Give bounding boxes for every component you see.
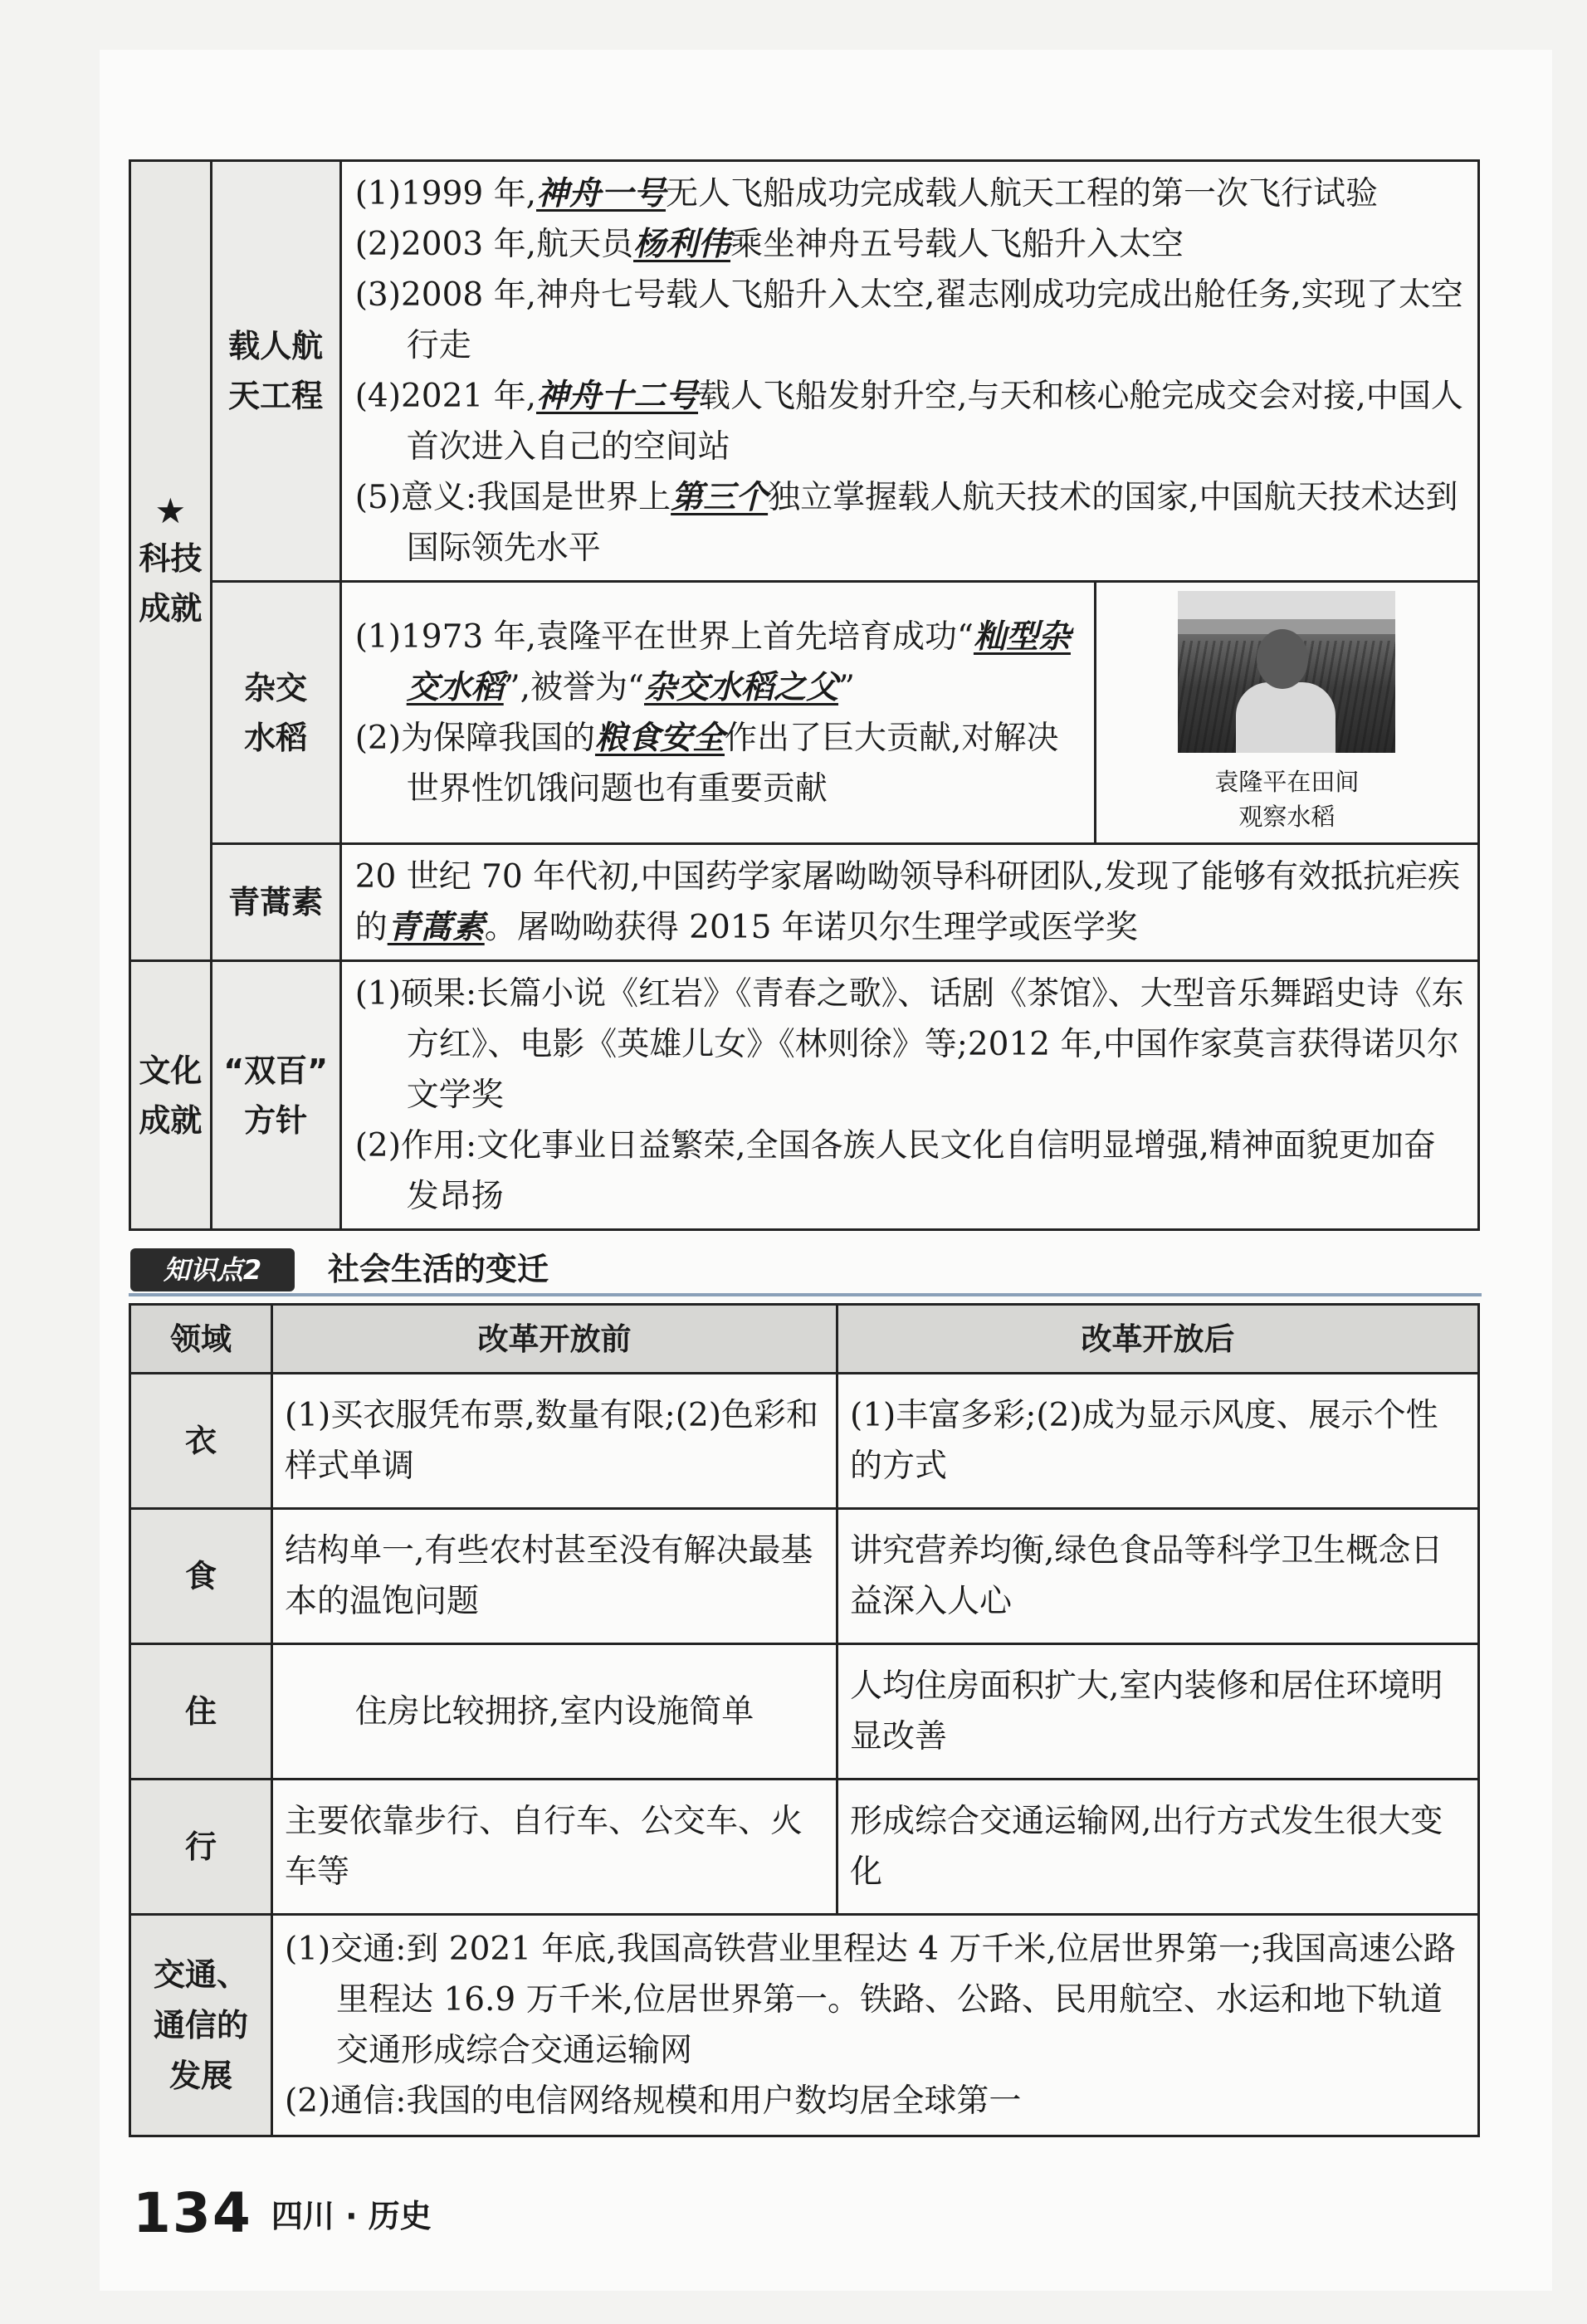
row-before: 住房比较拥挤,室内设施简单 — [272, 1644, 837, 1780]
artemisinin-content: 20 世纪 70 年代初,中国药学家屠呦呦领导科研团队,发现了能够有效抵抗疟疾的青蒿素。屠呦呦获得 2015 年诺贝尔生理学或医学奖 — [340, 844, 1478, 961]
keyword: 神舟一号 — [536, 174, 667, 212]
label-double-hundred-line2: 方针 — [244, 1101, 308, 1139]
knowledge-point-header — [129, 1245, 1482, 1295]
transport-item-1: (1)交通:到 2021 年底,我国高铁营业里程达 4 万千米,位居世界第一;我国高速公路里程达 16.9 万千米,位居世界第一。铁路、公路、民用航空、水运和地下轨道交通形成综合交通运输网 — [285, 1931, 1456, 2069]
achievements-table — [129, 159, 1480, 1231]
row-after: 讲究营养均衡,绿色食品等科学卫生概念日益深入人心 — [837, 1509, 1479, 1644]
row-before: 主要依靠步行、自行车、公交车、火车等 — [272, 1780, 837, 1915]
label-space-line2: 天工程 — [228, 378, 324, 414]
category-tech-line2: 成就 — [139, 589, 203, 627]
space-content — [340, 161, 1478, 582]
row-before: (1)买衣服凭布票,数量有限;(2)色彩和样式单调 — [272, 1374, 837, 1509]
header-rule — [129, 1293, 1482, 1296]
label-double-hundred-line1: “双百” — [223, 1052, 329, 1089]
transport-domain-line3: 发展 — [168, 2057, 232, 2094]
culture-item-1: (1)硕果:长篇小说《红岩》《青春之歌》、话剧《茶馆》、大型音乐舞蹈史诗《东方红》、电影《英雄儿女》《林则徐》等;2012 年,中国作家莫言获得诺贝尔文学奖 — [354, 975, 1464, 1114]
label-rice-line1: 杂交 — [244, 669, 308, 706]
table-row — [130, 1509, 1479, 1644]
transport-domain-line2: 通信的 — [153, 2006, 248, 2043]
page-label: 四川 · 历史 — [271, 2198, 432, 2234]
label-double-hundred — [211, 961, 340, 1230]
transport-item-2: (2)通信:我国的电信网络规模和用户数均居全球第一 — [285, 2082, 1022, 2120]
label-rice — [211, 582, 340, 844]
space-item-4: (4)2021 年,神舟十二号载人飞船发射升空,与天和核心舱完成交会对接,中国人首次进入自己的空间站 — [354, 377, 1463, 466]
table-row — [130, 1644, 1479, 1780]
label-space — [211, 161, 340, 582]
knowledge-point-badge: 知识点2 — [130, 1248, 295, 1291]
keyword: 第三个 — [671, 478, 769, 516]
row-domain-transport — [130, 1915, 272, 2136]
keyword: 杨利伟 — [633, 225, 731, 263]
table-row — [130, 1915, 1479, 2136]
keyword: 神舟十二号 — [536, 377, 699, 415]
social-life-table — [129, 1303, 1480, 2137]
table-row — [130, 1780, 1479, 1915]
space-item-3: (3)2008 年,神舟七号载人飞船升入太空,翟志刚成功完成出舱任务,实现了太空行走 — [354, 276, 1463, 364]
row-domain: 行 — [130, 1780, 272, 1915]
label-artemisinin: 青蒿素 — [211, 844, 340, 961]
rice-content — [340, 582, 1095, 844]
keyword: 籼型杂交水稻 — [406, 617, 1071, 706]
category-tech-line1: 科技 — [139, 540, 203, 577]
space-item-2: (2)2003 年,航天员杨利伟乘坐神舟五号载人飞船升入太空 — [354, 225, 1184, 263]
header-before: 改革开放前 — [272, 1305, 837, 1374]
row-after: 形成综合交通运输网,出行方式发生很大变化 — [837, 1780, 1479, 1915]
keyword: 青蒿素 — [387, 908, 485, 946]
label-space-line1: 载人航 — [228, 328, 324, 364]
category-tech — [130, 161, 212, 961]
row-after: (1)丰富多彩;(2)成为显示风度、展示个性的方式 — [837, 1374, 1479, 1509]
culture-content — [340, 961, 1478, 1230]
keyword: 杂交水稻之父 — [644, 667, 839, 706]
photo-caption-line2: 观察水稻 — [1238, 803, 1336, 831]
knowledge-point-title: 社会生活的变迁 — [328, 1251, 549, 1287]
row-domain: 住 — [130, 1644, 272, 1780]
space-item-1: (1)1999 年,神舟一号无人飞船成功完成载人航天工程的第一次飞行试验 — [354, 174, 1379, 212]
transport-domain-line1: 交通、 — [153, 1955, 248, 1993]
table-row — [130, 1374, 1479, 1509]
photo-cell — [1095, 582, 1478, 844]
rice-item-1: (1)1973 年,袁隆平在世界上首先培育成功“籼型杂交水稻”,被誉为“杂交水稻之父” — [354, 617, 1071, 706]
row-after: 人均住房面积扩大,室内装修和居住环境明显改善 — [837, 1644, 1479, 1780]
keyword: 粮食安全 — [594, 718, 725, 757]
row-domain: 食 — [130, 1509, 272, 1644]
space-item-5: (5)意义:我国是世界上第三个独立掌握载人航天技术的国家,中国航天技术达到国际领先水平 — [354, 478, 1458, 567]
label-rice-line2: 水稻 — [244, 719, 308, 756]
page-number: 134 — [133, 2181, 252, 2245]
culture-item-2: (2)作用:文化事业日益繁荣,全国各族人民文化自信明显增强,精神面貌更加奋发昂扬 — [354, 1127, 1436, 1215]
header-domain: 领域 — [130, 1305, 272, 1374]
star-icon: ★ — [154, 490, 187, 531]
photo-caption-line1: 袁隆平在田间 — [1214, 768, 1360, 796]
yuan-longping-photo — [1178, 591, 1395, 753]
category-culture — [130, 961, 212, 1230]
page-footer — [133, 2181, 432, 2245]
photo-caption — [1103, 764, 1471, 834]
transport-content — [272, 1915, 1479, 2136]
row-domain: 衣 — [130, 1374, 272, 1509]
category-culture-line1: 文化 — [139, 1052, 203, 1089]
header-after: 改革开放后 — [837, 1305, 1479, 1374]
row-before: 结构单一,有些农村甚至没有解决最基本的温饱问题 — [272, 1509, 837, 1644]
category-culture-line2: 成就 — [139, 1101, 203, 1139]
rice-item-2: (2)为保障我国的粮食安全作出了巨大贡献,对解决世界性饥饿问题也有重要贡献 — [354, 718, 1059, 808]
